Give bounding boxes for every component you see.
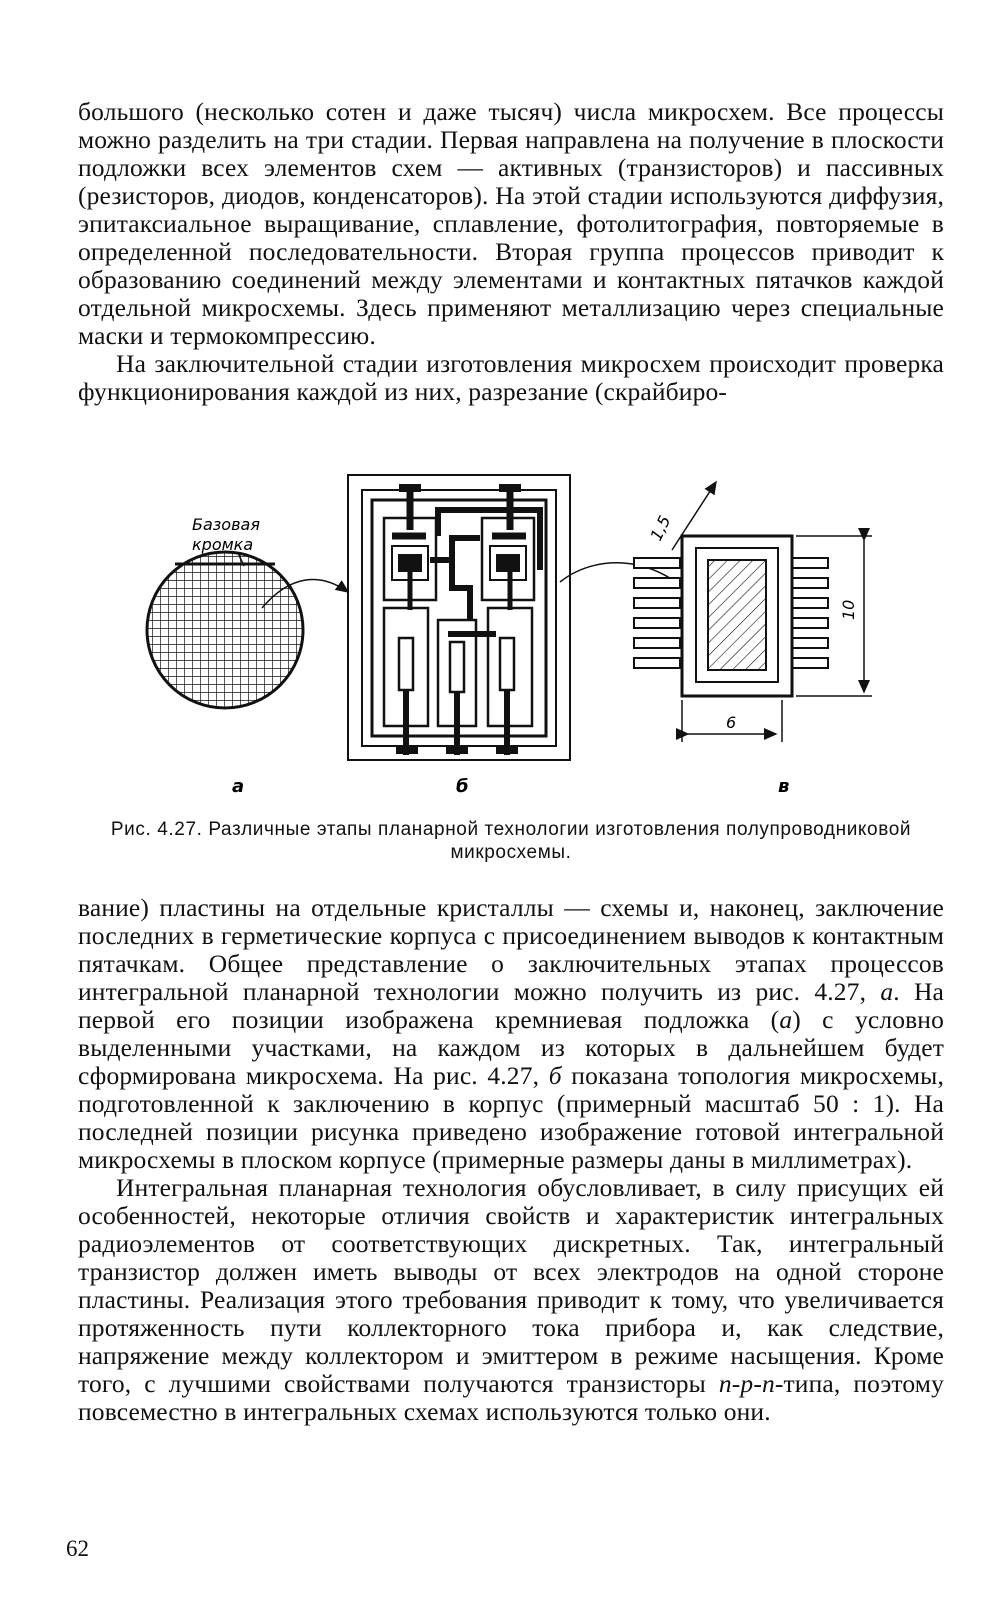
wafer-label-line1: Базовая <box>192 515 260 534</box>
wafer-drawing <box>147 515 348 708</box>
page-number: 62 <box>66 1536 89 1561</box>
paragraph: большого (несколько сотен и даже тысяч) числа микросхем. Все процессы можно разделить на три стадии. Первая направлена на получение в плоскости подложки всех элементов схем — активных (транзисторов) и пассивных (резисторов, диодов, конденсаторов). На этой стадии используются диффузия, эпитаксиальное выращивание, сплавление, фотолитография, повторяемые в определенной последовательности. Вторая группа процессов приводит к образованию соединений между элементами и контактных пятачков каждой отдельной микросхемы. Здесь применяют металлизацию через специальные маски и термокомпрессию. <box>78 97 944 350</box>
package-drawing <box>634 482 872 742</box>
paragraph: На заключительной стадии изготовления микросхем происходит проверка функционирования каждой из них, разрезание (скрайбиро- <box>78 349 944 406</box>
paragraph-text: ) с условно выделенными участками, на каждом из которых в дальнейшем будет сформирована микросхема. На рис. 4.27, <box>78 1005 944 1090</box>
paragraph-text: вание) пластины на отдельные кристаллы — схемы и, наконец, заключение последних в герметические корпуса с присоединением выводов к контактным пятачкам. Общее представление о заключительных этапах процессов интегральной планарной технологии можно получить из рис. 4.27, <box>78 893 944 1006</box>
panel-label-c: в <box>778 776 790 797</box>
text-bottom <box>78 894 944 1426</box>
figure-4-27 <box>0 460 1005 810</box>
paragraph <box>78 894 944 1174</box>
paragraph-text: . На первой его позиции изображена кремниевая подложка ( <box>78 977 944 1034</box>
paragraph-text: -типа, поэтому повсеместно в интегральных схемах используются только они. <box>78 1369 944 1426</box>
dimension-width: 6 <box>726 713 737 732</box>
dimension-pitch: 1,5 <box>646 512 675 544</box>
emphasis: б <box>548 1061 562 1090</box>
wafer-label-line2: кромка <box>192 535 254 554</box>
paragraph-text: Интегральная планарная технология обусловливает, в силу присущих ей особенностей, некоторые отличия свойств и характеристик интегральных радиоэлементов от соответствующих дискретных. Так, интегральный транзистор должен иметь выводы от всех электродов на одной стороне пластины. Реализация этого требования приводит к тому, что увеличивается протяженность пути коллекторного тока прибора и, как следствие, напряжение между коллектором и эмиттером в режиме насыщения. Кроме того, с лучшими свойствами получаются транзисторы <box>78 1173 944 1398</box>
emphasis: а <box>779 1005 793 1034</box>
dimension-height: 10 <box>839 599 858 620</box>
emphasis: а <box>880 977 894 1006</box>
figure-caption: Рис. 4.27. Различные этапы планарной технологии изготовления полупроводниковой микросхемы. <box>110 819 912 863</box>
paragraph-text: показана топология микросхемы, подготовленной к заключению в корпус (примерный масштаб 50 : 1). На последней позиции рисунка приведено изображение готовой интегральной микросхемы в плоском корпусе (примерные размеры даны в миллиметрах). <box>78 1061 944 1174</box>
package-leads-left <box>634 558 680 668</box>
panel-label-b: б <box>456 776 469 797</box>
text-top <box>78 98 944 406</box>
panel-label-a: а <box>232 776 245 797</box>
emphasis: n-p-n <box>718 1369 775 1398</box>
paragraph <box>78 1174 944 1426</box>
